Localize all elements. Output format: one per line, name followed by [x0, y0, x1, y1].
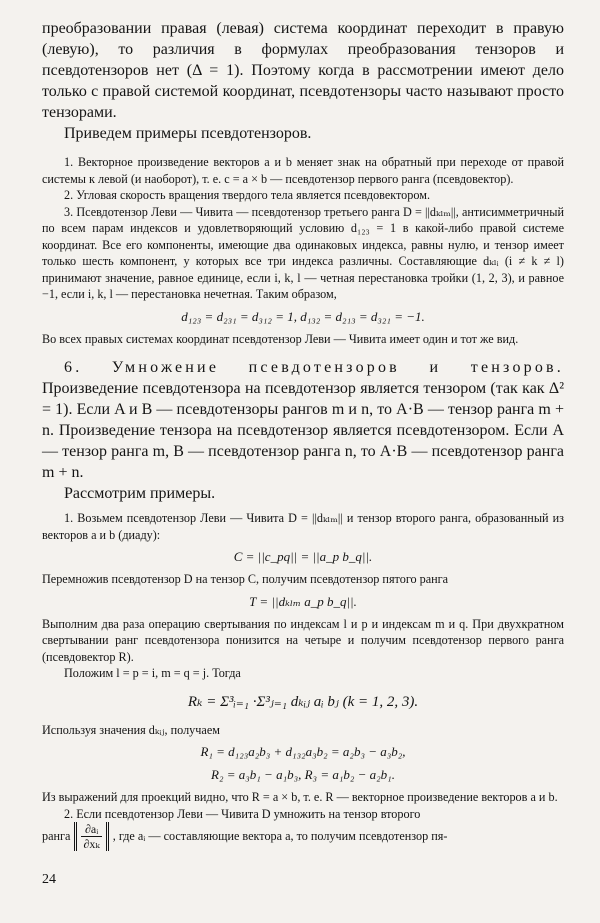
paragraph-examples-heading: Приведем примеры псевдотензоров. [64, 125, 312, 142]
example-6-1: 1. Возьмем псевдотензор Леви — Чивита D = ||dₖₗₘ|| и тензор второго ранга, образованный из векторов a и b (диаду): [42, 511, 564, 542]
paragraph-substitution: Положим l = p = i, m = q = j. Тогда [64, 666, 241, 680]
example-1: 1. Векторное произведение векторов a и b меняет знак на обратный при переходе от правой системы к левой (и наоборот), т. е. c = a × b — псевдотензор первого ранга (псевдовектор). [42, 155, 564, 186]
paragraph-levi-civita-note: Во всех правых системах координат псевдотензор Леви — Чивита имеет один и тот же вид. [42, 331, 519, 346]
gradient-numerator: ∂aᵢ [81, 822, 101, 837]
paragraph-intro: преобразовании правая (левая) система координат переходит в правую (левую), то различия в формулах преобразования тензоров и псевдотензоров нет (Δ = 1). Поэтому когда в рассмотрении имеют дело только с правой системой координат, псевдотензоры часто называют просто тензорами. [42, 20, 564, 121]
formula-dyad: C = ||c_pq|| = ||a_p b_q||. [233, 549, 373, 564]
formula-r2-r3: R₂ = a₃b₁ − a₁b₃, R₃ = a₁b₂ − a₂b₁. [211, 767, 395, 782]
example-3: 3. Псевдотензор Леви — Чивита — псевдотензор третьего ранга D = ||dₖₗₘ||, антисимметричный по всем парам индексов и удовлетворяющий условию d₁₂₃ = 1 в какой-либо правой системе координат. Все его компоненты, имеющие два одинаковых индекса, равны нулю, и тензор имеет только шесть компонент, у которых все три индекса различны. Составляющие dₖₗᵢ (i ≠ k ≠ l) принимают значение, равное единице, если i, k, l — четная перестановка тройки (1, 2, 3), и равное −1, если i, k, l — перестановка нечетная. Таким образом, [42, 204, 564, 301]
paragraph-gradient-tensor [42, 822, 564, 851]
gradient-tail: , где aᵢ — составляющие вектора a, то получим псевдотензор пя- [112, 829, 448, 844]
paragraph-consider-examples: Рассмотрим примеры. [64, 485, 216, 502]
section-6-title: 6. Умножение псевдотензоров и тензоров. [64, 359, 564, 376]
gradient-denominator: ∂xₖ [83, 837, 100, 851]
paragraph-cross-product: Из выражений для проекций видно, что R = a × b, т. е. R — векторное произведение векторов a и b. [42, 790, 558, 804]
rank-word: ранга [42, 829, 71, 844]
paragraph-using-values: Используя значения dₖᵢⱼ, получаем [42, 722, 220, 737]
section-6 [42, 357, 564, 483]
example-6-2: 2. Если псевдотензор Леви — Чивита D умножить на тензор второго [64, 806, 421, 821]
page-number: 24 [42, 872, 56, 887]
formula-r1: R₁ = d₁₂₃a₂b₃ + d₁₃₂a₃b₂ = a₂b₃ − a₃b₂, [200, 744, 406, 759]
paragraph-multiply: Перемножив псевдотензор D на тензор C, получим псевдотензор пятого ранга [42, 572, 449, 586]
formula-fifth-rank: T = ||dₖₗₘ a_p b_q||. [249, 593, 357, 609]
section-6-text: Произведение псевдотензора на псевдотензор является тензором (так как Δ² = 1). Если A и B — псевдотензоры рангов m и n, то A·B — тензор ранга m + n. Произведение тензора на псевдотензор является псевдотензором. Если A — тензор ранга m, B — псевдотензор ранга n, то A·B — псевдотензор ранга m + n. [42, 380, 565, 481]
paragraph-contraction: Выполним два раза операцию свертывания по индексам l и p и индексам m и q. При двухкратном свертывании ранг псевдотензора понизится на четыре и получим псевдотензор первого ранга (псевдовектор R). [42, 616, 564, 664]
formula-levi-civita-values: d₁₂₃ = d₂₃₁ = d₃₁₂ = 1, d₁₃₂ = d₂₁₃ = d₃₂₁ = −1. [181, 308, 425, 324]
gradient-matrix [74, 822, 108, 851]
example-2: 2. Угловая скорость вращения твердого тела является псевдовектором. [64, 188, 430, 202]
formula-sum: Rₖ = Σ³ᵢ₌₁ ·Σ³ⱼ₌₁ dₖᵢⱼ aᵢ bⱼ (k = 1, 2, 3). [187, 693, 419, 710]
